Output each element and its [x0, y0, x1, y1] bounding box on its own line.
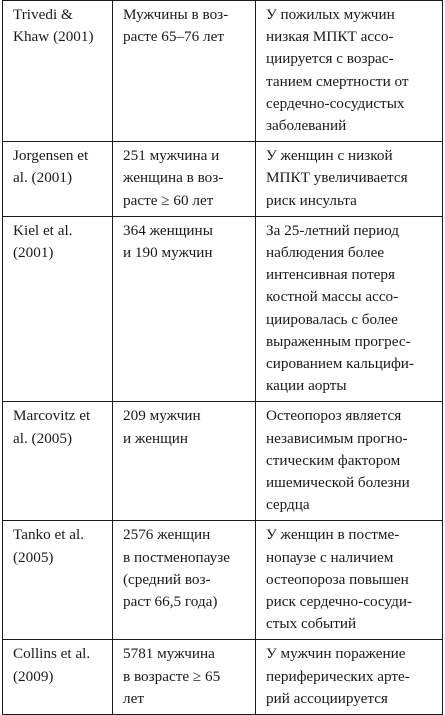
- population-cell: 251 мужчина и женщина в воз- расте ≥ 60 лет: [113, 142, 256, 217]
- finding-cell: У женщин с низкой МПКТ увеличивается риск инсульта: [256, 142, 443, 217]
- study-cell: Jorgensen et al. (2001): [3, 142, 113, 217]
- finding-cell: У женщин в постме- нопаузе с наличием остеопороза повышен риск сердечно-сосуди- стых событий: [256, 521, 443, 640]
- population-cell: 5781 мужчина в возрасте ≥ 65 лет: [113, 640, 256, 715]
- finding-cell: За 25-летний период наблюдения более интенсивная потеря костной массы ассо- циировалась с более выраженным прогрес- сированием кальцифи- кации аорты: [256, 216, 443, 402]
- study-cell: Kiel et al. (2001): [3, 216, 113, 402]
- finding-cell: У мужчин поражение периферических арте- рий ассоциируется: [256, 640, 443, 715]
- study-cell: Collins et al. (2009): [3, 640, 113, 715]
- study-cell: Trivedi & Khaw (2001): [3, 1, 113, 142]
- document-page: [2, 0, 442, 707]
- population-cell: Мужчины в воз- расте 65–76 лет: [113, 1, 256, 142]
- finding-cell: Остеопороз является независимым прогно- стическим фактором ишемической болезни сердца: [256, 402, 443, 521]
- table-row: [3, 216, 443, 402]
- table-row: [3, 142, 443, 217]
- study-cell: Marcovitz et al. (2005): [3, 402, 113, 521]
- table-row: [3, 640, 443, 715]
- table-row: [3, 1, 443, 142]
- population-cell: 364 женщины и 190 мужчин: [113, 216, 256, 402]
- study-cell: Tanko et al. (2005): [3, 521, 113, 640]
- studies-table: [2, 0, 443, 715]
- population-cell: 2576 женщин в постменопаузе (средний воз- раст 66,5 года): [113, 521, 256, 640]
- table-row: [3, 402, 443, 521]
- table-row: [3, 521, 443, 640]
- population-cell: 209 мужчин и женщин: [113, 402, 256, 521]
- finding-cell: У пожилых мужчин низкая МПКТ ассо- циируется с возрас- танием смертности от сердечно-сосудистых заболеваний: [256, 1, 443, 142]
